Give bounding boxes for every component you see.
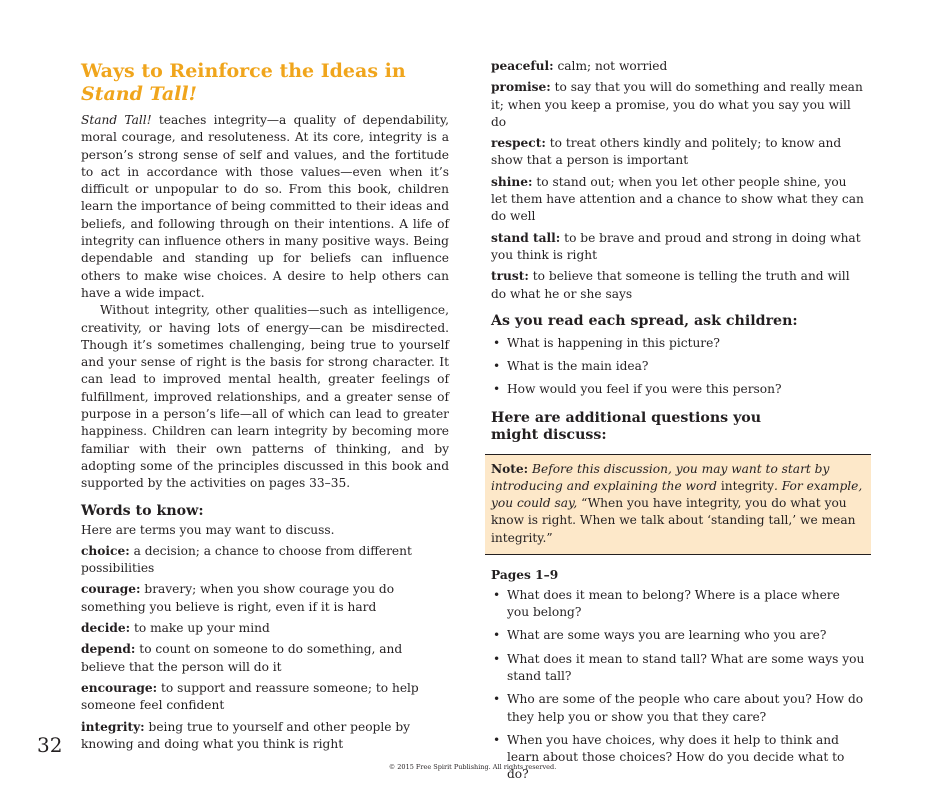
bullet-icon: • [493,692,501,707]
bullet-icon: • [493,628,501,643]
term-item [81,543,449,578]
term-definition: to stand out; when you let other people shine, you let them have attention and a chance to show what they can do well [491,174,864,224]
pages-questions [491,587,865,784]
term-word: trust: [491,269,529,284]
term-definition: a decision; a chance to choose from different possibilities [81,543,412,576]
term-word: respect: [491,136,546,151]
list-item [491,381,865,398]
bullet-icon: • [493,587,501,602]
left-terms-list [81,543,449,753]
note-box [485,454,871,555]
additional-heading [491,410,865,444]
left-column [81,60,449,757]
term-item [81,641,449,676]
term-item [81,581,449,616]
term-definition: to support and reassure someone; to help someone feel confident [81,680,419,713]
note-text-2: . For example, you could say, [491,478,863,511]
term-definition: bravery; when you show courage you do something you believe is right, even if it is hard [81,582,395,614]
term-definition: to count on someone to do something, and believe that the person will do it [81,642,403,674]
right-column [491,58,865,790]
pages-heading: Pages 1–9 [491,567,559,582]
term-word: peaceful: [491,59,554,73]
note-label: Note: [491,461,529,476]
second-paragraph: Without integrity, other qualities—such as intelligence, creativity, or having lots of energy—can be misdirected. Though it’s sometimes challenging, being true to yourself and your sense of right is the basis for strong character. It can lead to improved mental health, greater feelings of fulfillment, improved relationships, and a greater sense of purpose in a person’s life—all of which can lead to greater happiness. Children can learn integrity by becoming more familiar with their own patterns of thinking, and by adopting some of the principles discussed in this book and supported by the activities on pages 33–35. [81,303,449,491]
term-word: decide: [81,621,131,636]
term-definition: to be brave and proud and strong in doing what you think is right [491,230,861,262]
question-text: What does it mean to belong? Where is a place where you belong? [507,587,840,620]
additional-heading-line-1: Here are additional questions you [491,409,762,426]
term-definition: to make up your mind [130,621,270,636]
question-text: What is happening in this picture? [507,335,720,350]
page-title [81,60,449,106]
term-definition: to treat others kindly and politely; to know and show that a person is important [491,136,842,168]
question-text: What are some ways you are learning who you are? [507,628,827,643]
bullet-icon: • [493,382,501,397]
question-text: What is the main idea? [507,359,649,374]
term-word: promise: [491,80,551,95]
right-terms-list [491,58,865,303]
bullet-icon: • [493,359,501,374]
term-word: encourage: [81,680,158,695]
term-definition: to believe that someone is telling the truth and will do what he or she says [491,269,850,301]
words-heading: Words to know: [81,502,204,519]
term-item [491,230,865,265]
term-definition: calm; not worried [553,59,668,73]
question-text: What does it mean to stand tall? What are some ways you stand tall? [507,651,865,683]
term-item [81,620,449,637]
term-item [491,135,865,170]
note-word: integrity [720,478,774,493]
term-word: choice: [81,543,130,558]
question-text: How would you feel if you were this person? [507,382,782,397]
term-word: depend: [81,642,136,657]
term-word: stand tall: [491,230,561,245]
term-word: courage: [81,582,141,597]
spread-heading: As you read each spread, ask children: [491,312,798,329]
term-definition: to say that you will do something and really mean it; when you keep a promise, you do what you say you will do [491,80,863,129]
question-text: Who are some of the people who care about you? How do they help you or show you that they care? [507,692,864,724]
title-line-1: Ways to Reinforce the Ideas in [81,60,406,82]
list-item [491,627,865,644]
list-item [491,691,865,726]
copyright-notice: © 2015 Free Spirit Publishing. All rights reserved. [388,763,557,771]
list-item [491,587,865,622]
list-item [491,335,865,352]
term-item [491,174,865,226]
bullet-icon: • [493,651,501,666]
book-title: Stand Tall! [81,113,152,127]
note-quote: “When you have integrity, you do what you know is right. When we talk about ‘standing tall,’ we mean integrity.” [491,496,856,545]
intro-paragraph [81,112,449,302]
note-text-1: Before this discussion, you may want to start by introducing and explaining the word [491,461,830,493]
term-item [81,719,449,754]
term-word: shine: [491,174,533,189]
term-item [491,79,865,131]
term-word: integrity: [81,719,145,734]
term-item [491,268,865,303]
bullet-icon: • [493,732,501,747]
list-item [491,732,865,784]
page-number: 32 [37,733,63,757]
spread-questions [491,335,865,399]
list-item [491,651,865,686]
intro-text: teaches integrity—a quality of dependability, moral courage, and resoluteness. At its core, integrity is a person’s strong sense of self and values, and the fortitude to act in accordance with those values—even when it’s difficult or unpopular to do so. From this book, children learn the importance of being committed to their ideas and beliefs, and following through on their intentions. A life of integrity can influence others in many positive ways. Being dependable and standing up for beliefs can influence others to make wise choices. A desire to help others can have a wide impact. [81,113,449,300]
bullet-icon: • [493,335,501,350]
term-definition: being true to yourself and other people by knowing and doing what you think is right [81,719,411,751]
additional-heading-line-2: might discuss: [491,426,607,443]
term-item [491,58,865,75]
list-item [491,358,865,375]
words-intro: Here are terms you may want to discuss. [81,522,335,537]
title-line-2: Stand Tall! [81,83,197,105]
term-item [81,680,449,715]
question-text: When you have choices, why does it help to think and learn about those choices? How do you decide what to do? [507,732,845,782]
